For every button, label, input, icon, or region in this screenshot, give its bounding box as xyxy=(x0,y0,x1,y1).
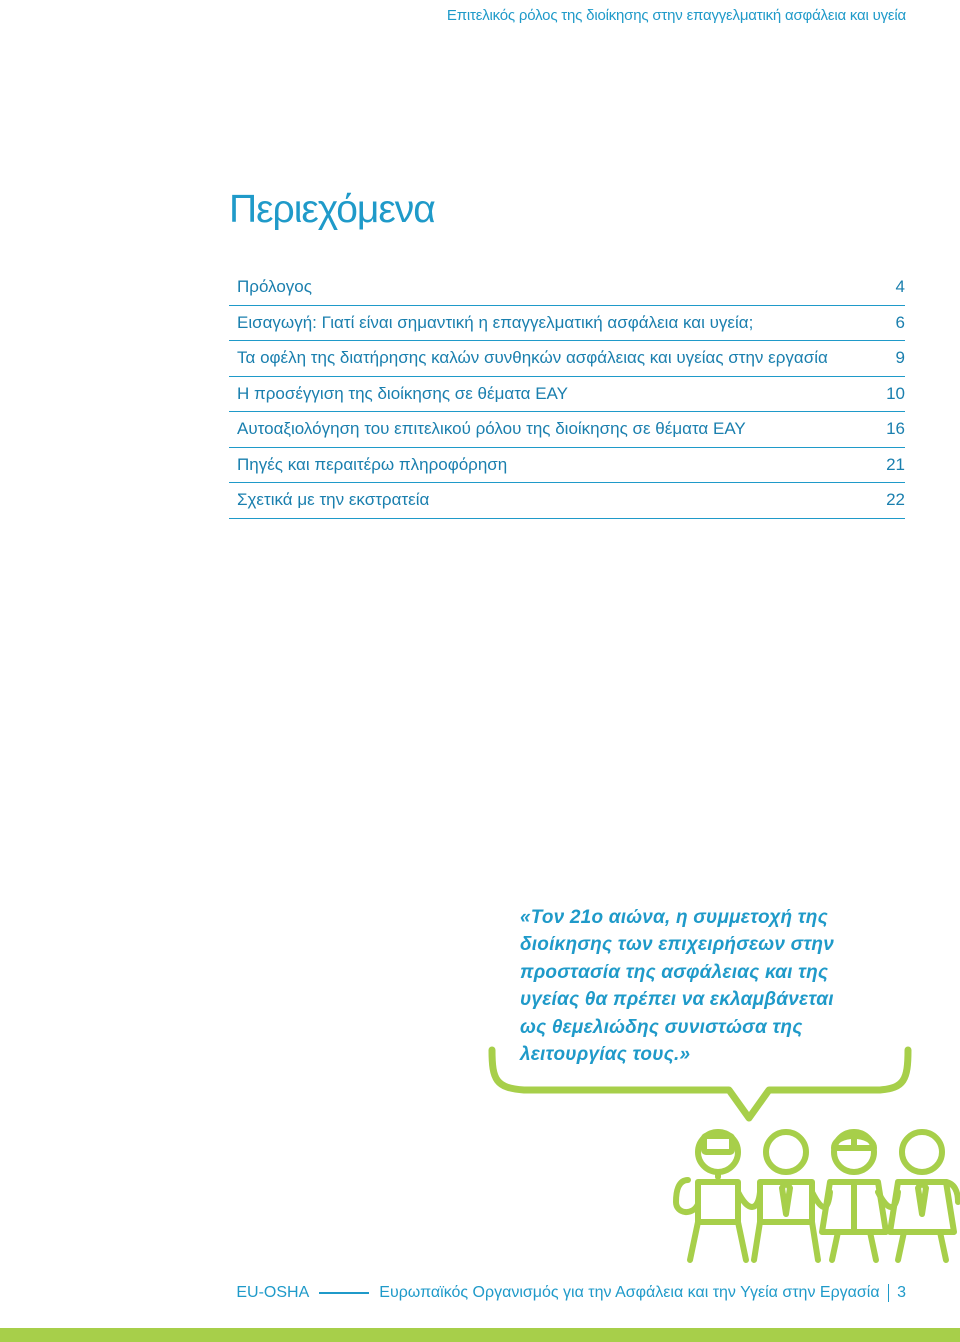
toc-page-number: 4 xyxy=(895,277,905,297)
toc-row[interactable] xyxy=(229,270,905,306)
quote-line: «Τον 21ο αιώνα, η συμμετοχή της xyxy=(520,907,828,928)
speech-bubble-tail-icon xyxy=(484,1040,920,1122)
quote-line: λειτουργίας τους.» xyxy=(520,1044,691,1066)
bottom-color-band xyxy=(0,1328,960,1342)
toc-label: Σχετικά με την εκστρατεία xyxy=(237,490,430,510)
toc-label: Πηγές και περαιτέρω πληροφόρηση xyxy=(237,454,508,474)
quote-line: ως θεμελιώδης συνιστώσα της xyxy=(520,1016,803,1038)
toc-row[interactable] xyxy=(229,341,905,377)
toc-label: Τα οφέλη της διατήρησης καλών συνθηκών ασφάλειας και υγείας στην εργασία xyxy=(237,348,828,368)
toc-page-number: 6 xyxy=(895,312,905,332)
footer-org-full: Ευρωπαϊκός Οργανισμός για την Ασφάλεια και την Υγεία στην Εργασία xyxy=(379,1284,880,1301)
toc-page-number: 21 xyxy=(886,454,905,474)
toc-label: Αυτοαξιολόγηση του επιτελικού ρόλου της διοίκησης σε θέματα ΕΑΥ xyxy=(237,419,746,439)
page-title: Περιεχόμενα xyxy=(229,188,435,231)
toc-label: Εισαγωγή: Γιατί είναι σημαντική η επαγγελματική ασφάλεια και υγεία; xyxy=(237,312,754,332)
workers-holding-hands-icon xyxy=(668,1122,960,1264)
quote-line: προστασία της ασφάλειας και της xyxy=(520,961,829,983)
toc-row[interactable] xyxy=(229,306,905,342)
toc-row[interactable] xyxy=(229,412,905,448)
toc-row[interactable] xyxy=(229,377,905,413)
footer-divider xyxy=(319,1292,369,1294)
footer-org-short: EU-OSHA xyxy=(236,1284,310,1301)
footer-separator xyxy=(888,1284,890,1302)
toc-label: Πρόλογος xyxy=(237,277,312,297)
toc-page-number: 9 xyxy=(895,348,905,368)
toc-row[interactable] xyxy=(229,448,905,484)
running-header: Επιτελικός ρόλος της διοίκησης στην επαγγελματική ασφάλεια και υγεία xyxy=(446,7,906,24)
quote-line: υγείας θα πρέπει να εκλαμβάνεται xyxy=(520,989,834,1011)
quote-line: διοίκησης των επιχειρήσεων στην xyxy=(520,934,834,956)
page-footer xyxy=(236,1284,906,1302)
toc-label: Η προσέγγιση της διοίκησης σε θέματα ΕΑΥ xyxy=(237,383,568,403)
footer-page-number: 3 xyxy=(897,1284,906,1301)
toc-page-number: 22 xyxy=(886,490,905,510)
table-of-contents xyxy=(229,270,905,519)
toc-page-number: 10 xyxy=(886,383,905,403)
toc-row[interactable] xyxy=(229,483,905,519)
toc-page-number: 16 xyxy=(886,419,905,439)
